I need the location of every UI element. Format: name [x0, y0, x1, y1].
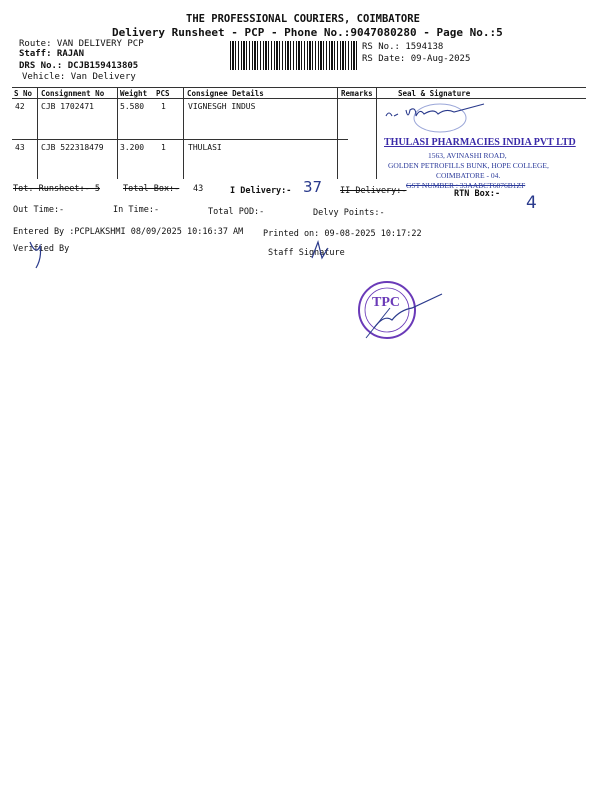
entered-by: Entered By :PCPLAKSHMI 08/09/2025 10:16:37 AM	[13, 227, 244, 237]
runsheet-title: Delivery Runsheet - PCP - Phone No.:9047080280 - Page No.:5	[112, 26, 503, 39]
table-row-consignee: VIGNESGH INDUS	[188, 102, 256, 111]
table-row-consignment: CJB 522318479	[41, 143, 104, 152]
total-box-label: Total Box:-	[123, 184, 180, 194]
seal-logo-text: TPC	[372, 295, 400, 310]
stamp-address-2: GOLDEN PETROFILLS BUNK, HOPE COLLEGE,	[388, 161, 549, 170]
total-pod: Total POD:-	[208, 207, 265, 217]
table-row-sno: 42	[15, 102, 25, 111]
signature-row-42	[380, 100, 580, 140]
rtn-box-value: 4	[526, 193, 537, 213]
rs-number: RS No.: 1594138	[362, 42, 444, 52]
table-row-weight: 5.580	[120, 102, 145, 111]
col-sno: S No	[14, 89, 33, 98]
stamp-gst: GST NUMBER : 33AABCT6876B1ZF	[406, 181, 526, 190]
col-weight: Weight	[120, 89, 148, 98]
i-delivery-label: I Delivery:-	[230, 186, 292, 196]
rs-date: RS Date: 09-Aug-2025	[362, 54, 471, 64]
total-box-value: 43	[193, 184, 204, 194]
table-row-consignment: CJB 1702471	[41, 102, 94, 111]
stamp-company-name: THULASI PHARMACIES INDIA PVT LTD	[384, 137, 576, 148]
col-consignee: Consignee Details	[187, 89, 264, 98]
ii-delivery-label: II Delivery:-	[340, 186, 407, 196]
company-title: THE PROFESSIONAL COURIERS, COIMBATORE	[186, 13, 420, 25]
table-row-pcs: 1	[161, 102, 166, 111]
drs-number: DRS No.: DCJB159413805	[19, 61, 139, 71]
staff-signature-mark	[306, 238, 336, 264]
stamp-address-1: 1563, AVINASHI ROAD,	[428, 151, 507, 160]
delvy-points: Delvy Points:-	[313, 208, 385, 218]
table-row-consignee: THULASI	[188, 143, 222, 152]
staff-label: Staff: RAJAN	[19, 49, 85, 59]
company-seal	[352, 278, 452, 348]
col-remarks: Remarks	[341, 89, 373, 98]
printed-on: Printed on: 09-08-2025 10:17:22	[263, 229, 422, 239]
table-row-sno: 43	[15, 143, 25, 152]
barcode	[230, 41, 358, 70]
col-pcs: PCS	[156, 89, 170, 98]
verified-signature	[26, 236, 56, 270]
col-consignment: Consignment No	[41, 89, 105, 98]
out-time: Out Time:-	[13, 205, 65, 215]
in-time: In Time:-	[113, 205, 160, 215]
col-seal: Seal & Signature	[398, 89, 471, 98]
rtn-box-label: RTN Box:-	[454, 189, 501, 199]
i-delivery-value: 37	[303, 178, 323, 196]
tot-runsheet: Tot. Runsheet:- 5	[13, 184, 100, 194]
vehicle-label: Vehicle: Van Delivery	[22, 72, 136, 82]
stamp-address-3: COIMBATORE - 04.	[436, 171, 501, 180]
staff-signature-label: Staff Signature	[268, 248, 345, 258]
table-row-pcs: 1	[161, 143, 166, 152]
table-row-weight: 3.200	[120, 143, 145, 152]
route-label: Route: VAN DELIVERY PCP	[19, 39, 144, 49]
verified-by: Verified By	[13, 244, 70, 254]
